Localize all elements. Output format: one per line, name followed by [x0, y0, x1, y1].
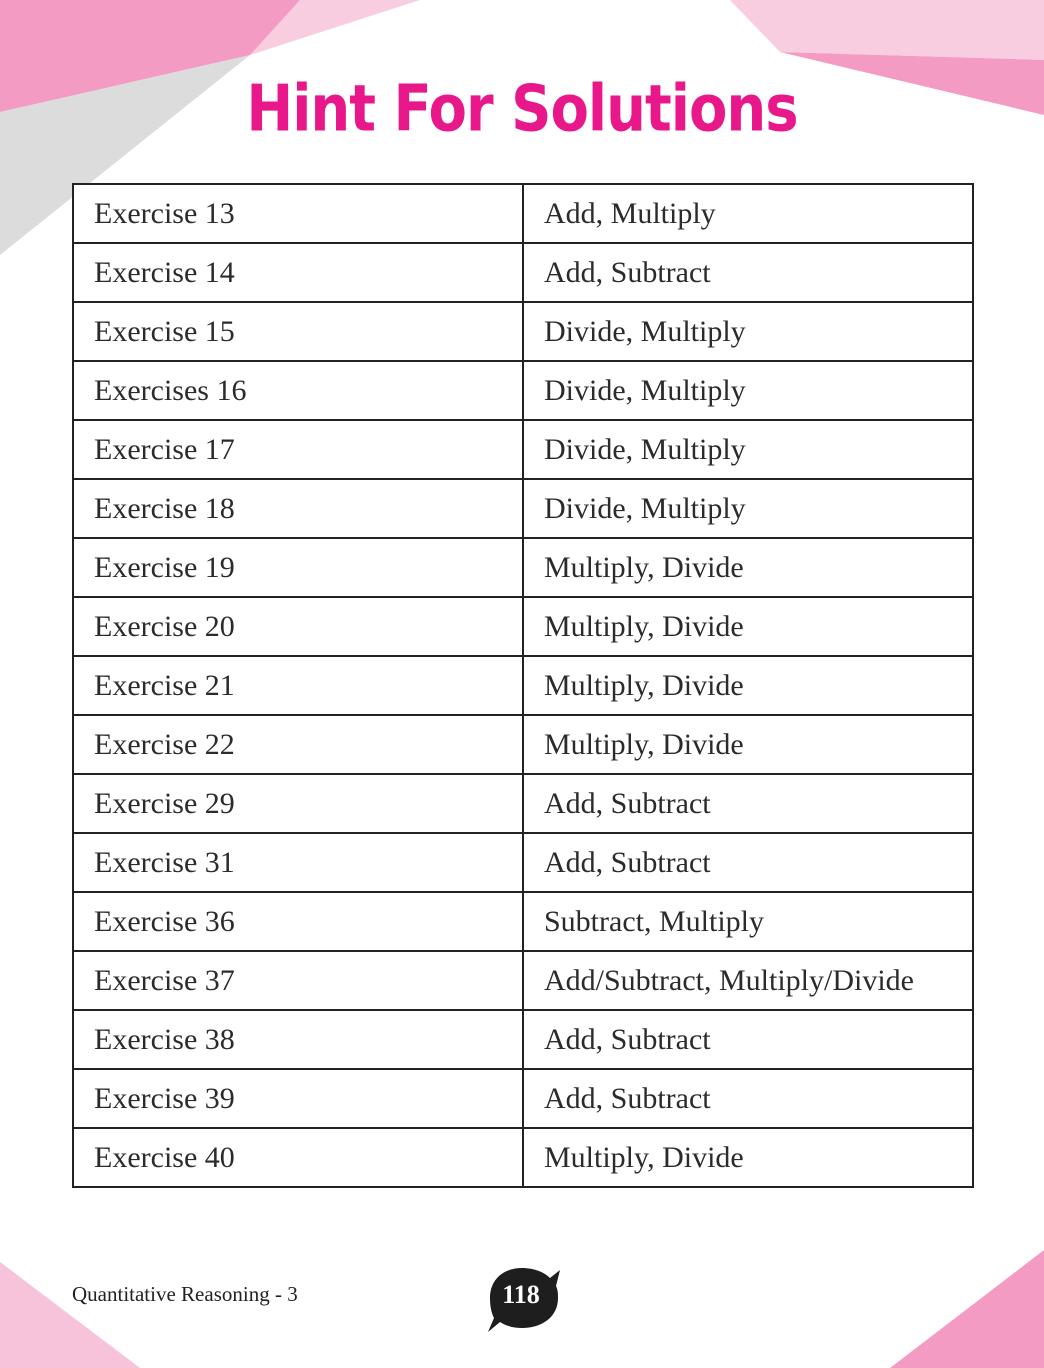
- table-row: [73, 302, 973, 361]
- page-number: 118: [502, 1280, 540, 1309]
- table-row: [73, 479, 973, 538]
- table-row: [73, 1010, 973, 1069]
- exercise-cell: Exercise 40: [73, 1128, 523, 1187]
- exercise-cell: Exercise 37: [73, 951, 523, 1010]
- hint-cell: Add, Subtract: [523, 1069, 973, 1128]
- hint-cell: Divide, Multiply: [523, 361, 973, 420]
- hint-cell: Divide, Multiply: [523, 420, 973, 479]
- table-row: [73, 715, 973, 774]
- exercise-cell: Exercise 22: [73, 715, 523, 774]
- hint-cell: Add, Subtract: [523, 774, 973, 833]
- table-row: [73, 1069, 973, 1128]
- table-row: [73, 656, 973, 715]
- exercise-cell: Exercise 15: [73, 302, 523, 361]
- hint-table-body: [73, 184, 973, 1187]
- hint-cell: Add, Subtract: [523, 1010, 973, 1069]
- hint-cell: Add/Subtract, Multiply/Divide: [523, 951, 973, 1010]
- table-row: [73, 892, 973, 951]
- hint-cell: Multiply, Divide: [523, 656, 973, 715]
- exercise-cell: Exercise 20: [73, 597, 523, 656]
- hint-cell: Add, Multiply: [523, 184, 973, 243]
- exercise-cell: Exercises 16: [73, 361, 523, 420]
- table-row: [73, 774, 973, 833]
- footer-book-title: Quantitative Reasoning - 3: [72, 1282, 298, 1306]
- table-row: [73, 420, 973, 479]
- table-row: [73, 951, 973, 1010]
- top-right-light-pink-shape: [730, 0, 1044, 60]
- hint-cell: Multiply, Divide: [523, 538, 973, 597]
- hint-cell: Divide, Multiply: [523, 302, 973, 361]
- table-row: [73, 833, 973, 892]
- exercise-cell: Exercise 17: [73, 420, 523, 479]
- hint-cell: Multiply, Divide: [523, 597, 973, 656]
- hint-table: [72, 183, 974, 1188]
- table-row: [73, 184, 973, 243]
- hint-cell: Multiply, Divide: [523, 1128, 973, 1187]
- exercise-cell: Exercise 29: [73, 774, 523, 833]
- exercise-cell: Exercise 14: [73, 243, 523, 302]
- hint-cell: Subtract, Multiply: [523, 892, 973, 951]
- exercise-cell: Exercise 39: [73, 1069, 523, 1128]
- exercise-cell: Exercise 38: [73, 1010, 523, 1069]
- table-row: [73, 538, 973, 597]
- page-title: Hint For Solutions: [246, 72, 798, 147]
- exercise-cell: Exercise 18: [73, 479, 523, 538]
- table-row: [73, 243, 973, 302]
- exercise-cell: Exercise 13: [73, 184, 523, 243]
- exercise-cell: Exercise 31: [73, 833, 523, 892]
- hint-cell: Multiply, Divide: [523, 715, 973, 774]
- hint-cell: Divide, Multiply: [523, 479, 973, 538]
- table-row: [73, 597, 973, 656]
- bottom-right-pink-shape: [890, 1250, 1044, 1368]
- hint-cell: Add, Subtract: [523, 243, 973, 302]
- exercise-cell: Exercise 19: [73, 538, 523, 597]
- table-row: [73, 361, 973, 420]
- exercise-cell: Exercise 21: [73, 656, 523, 715]
- exercise-cell: Exercise 36: [73, 892, 523, 951]
- hint-cell: Add, Subtract: [523, 833, 973, 892]
- bottom-left-pink-shape: [0, 1262, 140, 1368]
- table-row: [73, 1128, 973, 1187]
